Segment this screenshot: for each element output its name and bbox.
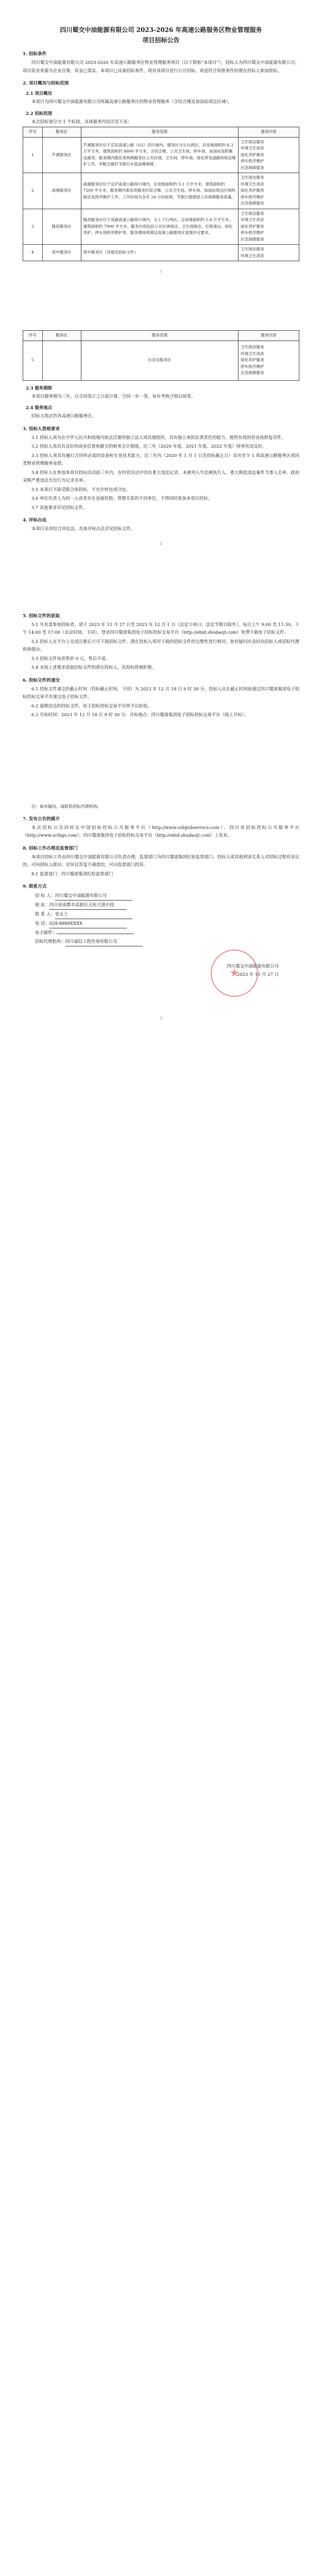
row-services bbox=[239, 173, 299, 209]
col-header-no: 序号 bbox=[23, 331, 43, 341]
row-scope: 自贡东服务区 bbox=[81, 341, 239, 380]
section-2-2-body: 本次招标划分为 1 个标段，具体服务内容详见下表： bbox=[31, 118, 132, 124]
row-no: 3 bbox=[23, 209, 43, 245]
row-scope: 隆昌服务区位于成渝高速公路四川境内，分上下行两区，总用地面积约 5.8 万平方米，建筑面积约 7900 平方米。服务内容包括公共区域保洁、卫生间保洁、垃圾清运、绿化养护、停车场秩序维护等，服务期间须满足高速公路服务区星级评定要求。 bbox=[81, 209, 239, 245]
section-3-item: 3.4 投标人在参加本项目投标活动前三年内，在经营活动中没有重大违法记录，未被列入失信被执行人、重大税收违法案件当事人名单、政府采购严重违法失信行为记录名单。 bbox=[23, 469, 299, 483]
section-5-item: 5.4 未按上述要求获取招标文件的潜在投标人，其投标将被拒绝。 bbox=[31, 665, 157, 670]
section-8-sub: 8.1 监督部门：四川蜀道集团纪检监察部门 bbox=[31, 871, 113, 876]
col-header-services: 服务内容 bbox=[239, 127, 299, 138]
row-area: 资中服务区 bbox=[42, 245, 81, 261]
section-5-item: 5.2 投标人在平台上完成注册后方可下载招标文件。潜在投标人须对下载的招标文件的完整性进行核对，如有疑问应及时向招标人或招标代理机构提出。 bbox=[23, 638, 299, 652]
table-row bbox=[23, 341, 299, 380]
notice-line: 注：如有疑问，请联系招标代理机构。 bbox=[31, 804, 101, 809]
contact-address-value: 四川省成都市高新区天府大道中段 bbox=[49, 901, 127, 910]
col-header-scope: 服务范围 bbox=[81, 331, 239, 341]
section-8-heading: 8. 招标工作办理及监督部门 bbox=[23, 845, 78, 851]
row-no: 1 bbox=[23, 137, 43, 173]
row-area: 隆昌服务区 bbox=[42, 209, 81, 245]
contact-email-label: 电子邮件： bbox=[35, 930, 57, 935]
contact-person-value: 张女士 bbox=[55, 910, 132, 919]
contact-phone bbox=[35, 919, 299, 928]
section-3-item: 3.2 投标人须具有良好的商业信誉和健全的财务会计制度，近三年（2020 年度、2021 年度、2022 年度）财务状况良好。 bbox=[31, 444, 267, 449]
row-services bbox=[239, 137, 299, 173]
service-item: 卫生保洁服务 bbox=[241, 247, 264, 251]
signature-date: 2023 年 11 月 27 日 bbox=[236, 972, 279, 977]
table-row bbox=[23, 173, 299, 209]
row-services bbox=[239, 341, 299, 380]
contact-tenderer-label: 招 标 人： bbox=[35, 893, 55, 898]
row-no: 4 bbox=[23, 245, 43, 261]
section-1-body: 四川蜀交中油能源有限公司 2023-2026 年高速公路服务区物业管理服务项目（以下简称“本项目”），招标人为四川蜀交中油能源有限公司，项目资金来源为企业自筹，资金已落实。本项目已具备招标条件，现对该项目进行公开招标，欢迎符合资格条件的潜在投标人参加投标。 bbox=[23, 60, 299, 73]
section-5-heading: 5. 招标文件的获取 bbox=[23, 613, 60, 619]
col-header-area: 服务区 bbox=[42, 127, 81, 138]
section-9-heading: 9. 联系方式 bbox=[23, 884, 47, 889]
table-row bbox=[23, 137, 299, 173]
service-item: 应急保障服务 bbox=[241, 165, 264, 170]
service-item: 环境卫生消杀 bbox=[241, 351, 264, 356]
service-item: 卫生保洁服务 bbox=[241, 345, 264, 350]
section-2-1-body: 本项目为四川蜀交中油能源有限公司所属高速公路服务区的物业管理服务（含综合楼及加油站周边区域）。 bbox=[31, 99, 232, 104]
service-item: 绿化养护服务 bbox=[241, 224, 264, 229]
section-2-2-heading: 2.2 招标范围 bbox=[26, 110, 52, 116]
col-header-services: 服务内容 bbox=[239, 331, 299, 341]
page-number: 2 bbox=[160, 541, 162, 546]
section-3-item: 3.6 单位负责人为同一人或者存在直接控股、管理关系的不同单位，不得同时参加本项目投标。 bbox=[31, 496, 212, 501]
service-item: 环境卫生消杀 bbox=[241, 181, 264, 187]
section-2-3-heading: 2.3 服务期限 bbox=[26, 385, 52, 391]
section-6-heading: 6. 投标文件的递交 bbox=[23, 677, 60, 683]
section-4-body: 本项目采用综合评估法，具体评标办法详见招标文件。 bbox=[31, 526, 135, 531]
signature-org: 四川蜀交中油能源有限公司 bbox=[227, 963, 279, 969]
section-3-item: 3.7 其他要求详见招标文件。 bbox=[31, 504, 88, 510]
contact-person-label: 联 系 人： bbox=[35, 911, 55, 917]
signature-block bbox=[160, 962, 279, 978]
section-4-heading: 4. 评标办法 bbox=[23, 518, 47, 523]
row-area bbox=[42, 341, 81, 380]
contact-email bbox=[35, 928, 299, 937]
section-7-heading: 7. 发布公告的媒介 bbox=[23, 816, 60, 822]
scope-table-header-row bbox=[23, 127, 299, 138]
title-line-1: 四川蜀交中油能源有限公司 2023-2026 年高速公路服务区物业管理服务 bbox=[60, 26, 262, 33]
row-scope: 资中服务区（其他见招标文件） bbox=[81, 245, 239, 261]
section-3-heading: 3. 投标人资格要求 bbox=[23, 426, 60, 432]
service-item: 卫生保洁服务 bbox=[241, 175, 264, 180]
scope-table-2 bbox=[23, 330, 299, 381]
section-3-item: 3.3 投标人须具有履行合同所必需的设备和专业技术能力，近三年内（2020 年 1 月 1 日至投标截止日）具有至少 1 项高速公路服务区或同类物业管理服务业绩。 bbox=[23, 452, 299, 466]
service-item: 绿化养护服务 bbox=[241, 188, 264, 193]
section-2-heading: 2. 项目概况与招标范围 bbox=[23, 81, 69, 86]
section-6-item: 6.2 逾期送达的投标文件，电子招标投标交易平台将予以拒收。 bbox=[31, 703, 152, 708]
contact-agent bbox=[35, 937, 299, 946]
service-item: 停车秩序维护 bbox=[241, 159, 264, 163]
row-scope: 南溪服务区位于宜泸高速公路四川境内，总用地面积约 5.1 万平方米，建筑面积约 7200 平方米，服务期内需负责服务区综合楼、公共卫生间、停车场、加油站周边区域的保洁及秩序维护工作，工作时间为全年 24 小时轮班，节假日需增派人员保障服务质量。 bbox=[81, 173, 239, 209]
contact-tenderer bbox=[35, 891, 299, 901]
contact-tenderer-value: 四川蜀交中油能源有限公司 bbox=[55, 891, 132, 901]
title-line-2: 项目招标公告 bbox=[142, 37, 180, 44]
contact-agent-value: 四川诚信工程咨询有限公司 bbox=[65, 937, 143, 946]
row-services bbox=[239, 209, 299, 245]
service-item: 绿化养护服务 bbox=[241, 358, 264, 363]
page-number: 3 bbox=[160, 1016, 162, 1021]
section-8-body: 本项目招标工作由四川蜀交中油能源有限公司负责办理，监督部门为四川蜀道集团纪检监察部门。投标人或其他利害关系人对招标过程有异议的，可向招标人提出；对异议答复不满意的，可向监督部门投诉。 bbox=[23, 854, 299, 867]
service-item: 应急保障服务 bbox=[241, 236, 264, 242]
service-item: 应急保障服务 bbox=[241, 370, 264, 376]
notice-title bbox=[23, 25, 299, 45]
service-item: 停车秩序维护 bbox=[241, 364, 264, 369]
scope-table-2-header-row bbox=[23, 331, 299, 341]
service-item: 环境卫生消杀 bbox=[241, 253, 264, 258]
row-services bbox=[239, 245, 299, 261]
row-no: 2 bbox=[23, 173, 43, 209]
section-3-item: 3.5 本项目不接受联合体投标，不允许转包或分包。 bbox=[31, 486, 130, 492]
service-item: 环境卫生消杀 bbox=[241, 217, 264, 222]
contact-phone-value: 028-8888XXXX bbox=[49, 919, 127, 928]
service-item: 停车秩序维护 bbox=[241, 194, 264, 199]
page-number: 1 bbox=[160, 269, 162, 274]
service-item: 应急保障服务 bbox=[241, 201, 264, 206]
row-no: 5 bbox=[23, 341, 43, 380]
seal-star-icon: ★ bbox=[229, 967, 240, 980]
section-2-4-heading: 2.4 服务地点 bbox=[26, 405, 52, 410]
row-area: 芦溪服务区 bbox=[42, 137, 81, 173]
service-item: 卫生保洁服务 bbox=[241, 211, 264, 216]
section-3-item: 3.1 投标人须为在中华人民共和国境内依法注册的独立法人或其他组织，具有独立承担民事责任的能力，提供有效的营业执照复印件。 bbox=[31, 434, 286, 440]
service-item: 卫生保洁服务 bbox=[241, 139, 264, 144]
section-6-item: 6.1 投标文件递交的截止时间（投标截止时间，下同）为 2023 年 12 月 18 日 9 时 30 分，投标人应在截止时间前通过四川蜀道集团电子招标投标交易平台递交电子投标文件。 bbox=[23, 686, 299, 699]
section-6-item: 6.3 开标时间：2023 年 12 月 18 日 9 时 30 分，开标地点：四川蜀道集团电子招标投标交易平台（线上开标）。 bbox=[31, 712, 248, 717]
col-header-no: 序号 bbox=[23, 127, 43, 138]
scope-table-1 bbox=[23, 127, 299, 261]
section-5-item: 5.1 凡有意参加投标者，请于 2023 年 11 月 27 日至 2023 年 12 月 1 日（法定公休日、法定节假日除外），每日上午 9:00 至 11:30，下午 14:00 至 17:00（北京时间，下同），登录四川蜀道集团电子招标投标交易平台（http://ebid.shudaojt.com）免费下载电子招标文件。 bbox=[23, 621, 299, 635]
col-header-area: 服务区 bbox=[42, 331, 81, 341]
section-2-4-body: 招标人指定的各高速公路服务区。 bbox=[31, 413, 96, 418]
contact-person bbox=[35, 910, 299, 919]
row-area: 南溪服务区 bbox=[42, 173, 81, 209]
table-row bbox=[23, 209, 299, 245]
section-5-item: 5.3 招标文件每套售价 0 元，售后不退。 bbox=[31, 655, 110, 661]
section-2-3-body: 本项目服务期为三年，自合同签订之日起计算，合同一年一签，每年考核合格后续签。 bbox=[31, 393, 196, 399]
contact-phone-label: 电 话： bbox=[35, 921, 49, 926]
service-item: 环境卫生消杀 bbox=[241, 146, 264, 150]
contact-address bbox=[35, 901, 299, 910]
contact-agent-label: 招标代理机构： bbox=[35, 939, 65, 944]
contact-address-label: 地 址： bbox=[35, 902, 49, 907]
table-row bbox=[23, 245, 299, 261]
service-item: 绿化养护服务 bbox=[241, 152, 264, 157]
col-header-scope: 服务范围 bbox=[81, 127, 239, 138]
row-scope: 芦溪服务区位于京昆高速公路（G5）四川境内，服务区分左右两区，总用地面积约 6.3 万平方米，建筑面积约 8600 平方米，含综合楼、公共卫生间、停车场、加油站及附属设施等。服务期内需负责两侧服务区公共区域、卫生间、停车场、绿化带及道路的保洁维护工作，并配合做好节假日车流高峰保障。 bbox=[81, 137, 239, 173]
section-2-1-heading: 2.1 项目概况 bbox=[26, 91, 52, 96]
service-item: 停车秩序维护 bbox=[241, 230, 264, 235]
section-1-heading: 1. 招标条件 bbox=[23, 52, 47, 57]
section-7-body: 本次招标公告同时在中国招标投标公共服务平台（http://www.cebpubservice.com）、四川省招标投标公共服务平台（http://www.sctbgs.com）、四川蜀道集团电子招标投标交易平台（http://ebid.shudaojt.com）上发布。 bbox=[23, 824, 299, 838]
